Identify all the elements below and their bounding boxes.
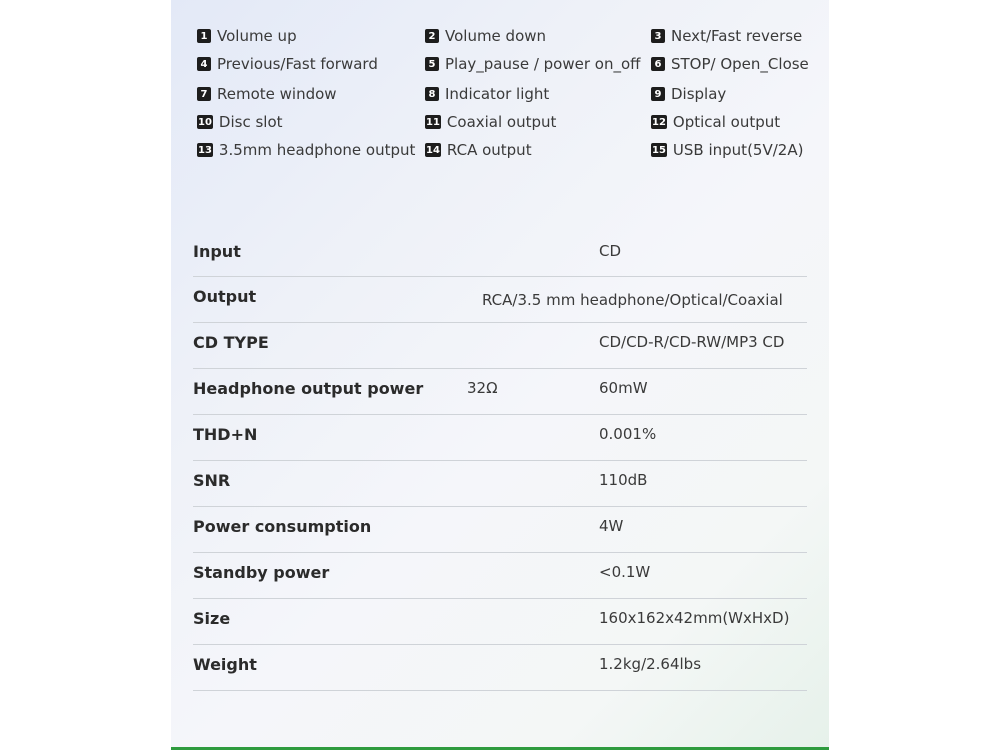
spec-label: THD+N (193, 425, 258, 444)
spec-row-input (193, 232, 807, 277)
legend-item (197, 53, 378, 75)
legend-item (197, 83, 337, 105)
spec-value: 0.001% (599, 425, 657, 443)
legend-label: Indicator light (445, 85, 550, 103)
legend-label: Volume down (445, 27, 547, 45)
legend-item (651, 83, 726, 105)
spec-value: CD (599, 242, 622, 260)
legend-item (651, 139, 803, 161)
legend-item (197, 139, 415, 161)
spec-row-headphone-output-power (193, 369, 807, 415)
spec-label: Power consumption (193, 517, 372, 536)
legend-label: RCA output (446, 141, 532, 159)
spec-label: Weight (193, 655, 257, 674)
spec-value: 4W (599, 517, 624, 535)
spec-value: CD/CD-R/CD-RW/MP3 CD (599, 333, 785, 351)
legend-number-badge: 13 (198, 144, 212, 156)
legend-number-badge: 3 (651, 29, 665, 43)
legend-item (425, 53, 640, 75)
legend-item (425, 25, 546, 47)
legend-number-badge: 10 (198, 116, 212, 128)
legend-number-badge: 6 (651, 57, 665, 71)
spec-label: Output (193, 287, 257, 306)
spec-value: 160x162x42mm(WxHxD) (599, 609, 790, 627)
legend-label: Display (671, 85, 727, 103)
product-spec-panel (171, 0, 829, 750)
legend-number-badge: 11 (426, 116, 440, 128)
legend-number-badge: 2 (425, 29, 439, 43)
legend-label: Volume up (217, 27, 297, 45)
legend-label: Next/Fast reverse (671, 27, 803, 45)
spec-row-output (193, 277, 807, 323)
spec-label: Headphone output power (193, 379, 424, 398)
legend-item (425, 139, 532, 161)
legend-number-badge: 9 (651, 87, 665, 101)
spec-value: 60mW (599, 379, 648, 397)
legend-item (651, 53, 809, 75)
legend-number-badge: 4 (197, 57, 211, 71)
spec-label: CD TYPE (193, 333, 269, 352)
spec-impedance: 32Ω (467, 379, 498, 397)
spec-row-size (193, 599, 807, 645)
spec-table (193, 232, 807, 691)
legend-label: Previous/Fast forward (217, 55, 378, 73)
legend-item (651, 111, 780, 133)
legend-label: STOP/ Open_Close (671, 55, 809, 73)
spec-row-thd-n (193, 415, 807, 461)
spec-row-weight (193, 645, 807, 691)
spec-label: SNR (193, 471, 231, 490)
spec-label: Input (193, 242, 241, 261)
spec-label: Size (193, 609, 231, 628)
legend-label: 3.5mm headphone output (218, 141, 416, 159)
spec-label: Standby power (193, 563, 330, 582)
legend-label: USB input(5V/2A) (672, 141, 804, 159)
spec-row-standby-power (193, 553, 807, 599)
legend-item (651, 25, 802, 47)
spec-value: <0.1W (599, 563, 651, 581)
legend-number-badge: 5 (425, 57, 439, 71)
spec-row-power-consumption (193, 507, 807, 553)
legend-label: Optical output (672, 113, 781, 131)
legend-item (425, 83, 549, 105)
legend-number-badge: 7 (197, 87, 211, 101)
legend-label: Coaxial output (446, 113, 557, 131)
legend-number-badge: 1 (197, 29, 211, 43)
spec-value: RCA/3.5 mm headphone/Optical/Coaxial (482, 291, 783, 309)
legend-label: Disc slot (218, 113, 283, 131)
legend-item (425, 111, 556, 133)
spec-row-cd-type (193, 323, 807, 369)
spec-row-snr (193, 461, 807, 507)
spec-value: 110dB (599, 471, 648, 489)
legend-item (197, 111, 283, 133)
legend-label: Play_pause / power on_off (445, 55, 641, 73)
legend-label: Remote window (217, 85, 337, 103)
legend-number-badge: 15 (652, 144, 666, 156)
legend-number-badge: 12 (652, 116, 666, 128)
legend-number-badge: 14 (426, 144, 440, 156)
legend-item (197, 25, 297, 47)
legend-number-badge: 8 (425, 87, 439, 101)
spec-value: 1.2kg/2.64lbs (599, 655, 702, 673)
